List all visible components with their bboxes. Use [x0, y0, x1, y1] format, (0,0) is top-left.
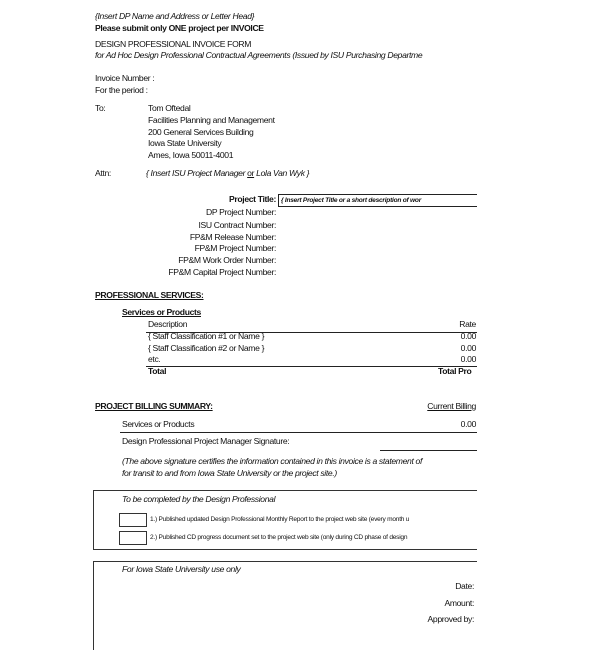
- dp-item-checkbox[interactable]: [119, 513, 147, 527]
- billing-services-value: 0.00: [460, 419, 476, 429]
- amount-label: Amount:: [444, 598, 474, 608]
- total-label: Total: [148, 366, 167, 376]
- project-field-label: FP&M Release Number:: [189, 232, 276, 242]
- attn-prefix: { Insert ISU Project Manager: [146, 168, 248, 178]
- project-field-label: FP&M Work Order Number:: [178, 255, 276, 265]
- dp-item-text: 1.) Published updated Design Professional Monthly Report to the project web site (every month u: [150, 516, 410, 523]
- project-title-field[interactable]: [278, 194, 477, 207]
- total-right-label: Total Pro: [438, 366, 472, 376]
- project-title-label: Project Title:: [229, 194, 276, 204]
- service-description: { Staff Classification #2 or Name }: [148, 343, 265, 353]
- signature-label: Design Professional Project Manager Signature:: [122, 436, 290, 446]
- date-label: Date:: [455, 581, 474, 591]
- attn-label: Attn:: [95, 168, 111, 178]
- letterhead-placeholder: {Insert DP Name and Address or Letter Head}: [95, 11, 255, 21]
- project-title-placeholder: { Insert Project Title or a short description of wor: [281, 197, 422, 204]
- col-current-billing: Current Billing: [427, 401, 476, 411]
- form-title: DESIGN PROFESSIONAL INVOICE FORM: [95, 39, 252, 49]
- billing-rule: [120, 432, 477, 433]
- service-rate: 0.00: [460, 354, 476, 364]
- service-description: { Staff Classification #1 or Name }: [148, 331, 265, 341]
- to-line: Iowa State University: [148, 138, 222, 148]
- billing-heading: PROJECT BILLING SUMMARY:: [95, 401, 213, 411]
- invoice-number-label: Invoice Number :: [95, 73, 155, 83]
- col-rate: Rate: [459, 319, 476, 329]
- col-description: Description: [148, 319, 188, 329]
- attn-value: [146, 168, 309, 179]
- service-description: etc.: [148, 354, 161, 364]
- submission-notice: Please submit only ONE project per INVOICE: [95, 23, 264, 33]
- dp-item-checkbox[interactable]: [119, 531, 147, 545]
- dp-section-heading: To be completed by the Design Professional: [122, 494, 276, 504]
- isu-section-heading: For Iowa State University use only: [122, 564, 241, 574]
- to-line: Tom Oftedal: [148, 103, 191, 113]
- service-rate: 0.00: [460, 331, 476, 341]
- period-label: For the period :: [95, 85, 148, 95]
- signature-line[interactable]: [380, 450, 477, 451]
- to-line: Ames, Iowa 50011-4001: [148, 150, 234, 160]
- service-rate: 0.00: [460, 343, 476, 353]
- table-total-rule: [146, 366, 477, 367]
- form-subtitle: for Ad Hoc Design Professional Contractual Agreements (Issued by ISU Purchasing Departme: [95, 50, 423, 60]
- to-line: Facilities Planning and Management: [148, 115, 275, 125]
- attn-suffix: Lola Van Wyk }: [254, 168, 310, 178]
- project-field-label: FP&M Capital Project Number:: [168, 267, 276, 277]
- services-heading: PROFESSIONAL SERVICES:: [95, 290, 204, 300]
- attn-or: or: [247, 168, 255, 178]
- services-subheading: Services or Products: [122, 307, 201, 317]
- approved-by-label: Approved by:: [427, 614, 474, 624]
- project-field-label: DP Project Number:: [206, 207, 276, 217]
- certification-note: (The above signature certifies the information contained in this invoice is a statement of: [122, 456, 423, 466]
- to-line: 200 General Services Building: [148, 127, 254, 137]
- billing-services-label: Services or Products: [122, 419, 195, 429]
- to-label: To:: [95, 103, 106, 113]
- dp-item-text: 2.) Published CD progress document set to the project web site (only during CD phase of design: [150, 534, 408, 541]
- project-field-label: ISU Contract Number:: [198, 220, 276, 230]
- certification-note: for transit to and from Iowa State University or the project site.): [122, 468, 337, 478]
- project-field-label: FP&M Project Number:: [194, 243, 276, 253]
